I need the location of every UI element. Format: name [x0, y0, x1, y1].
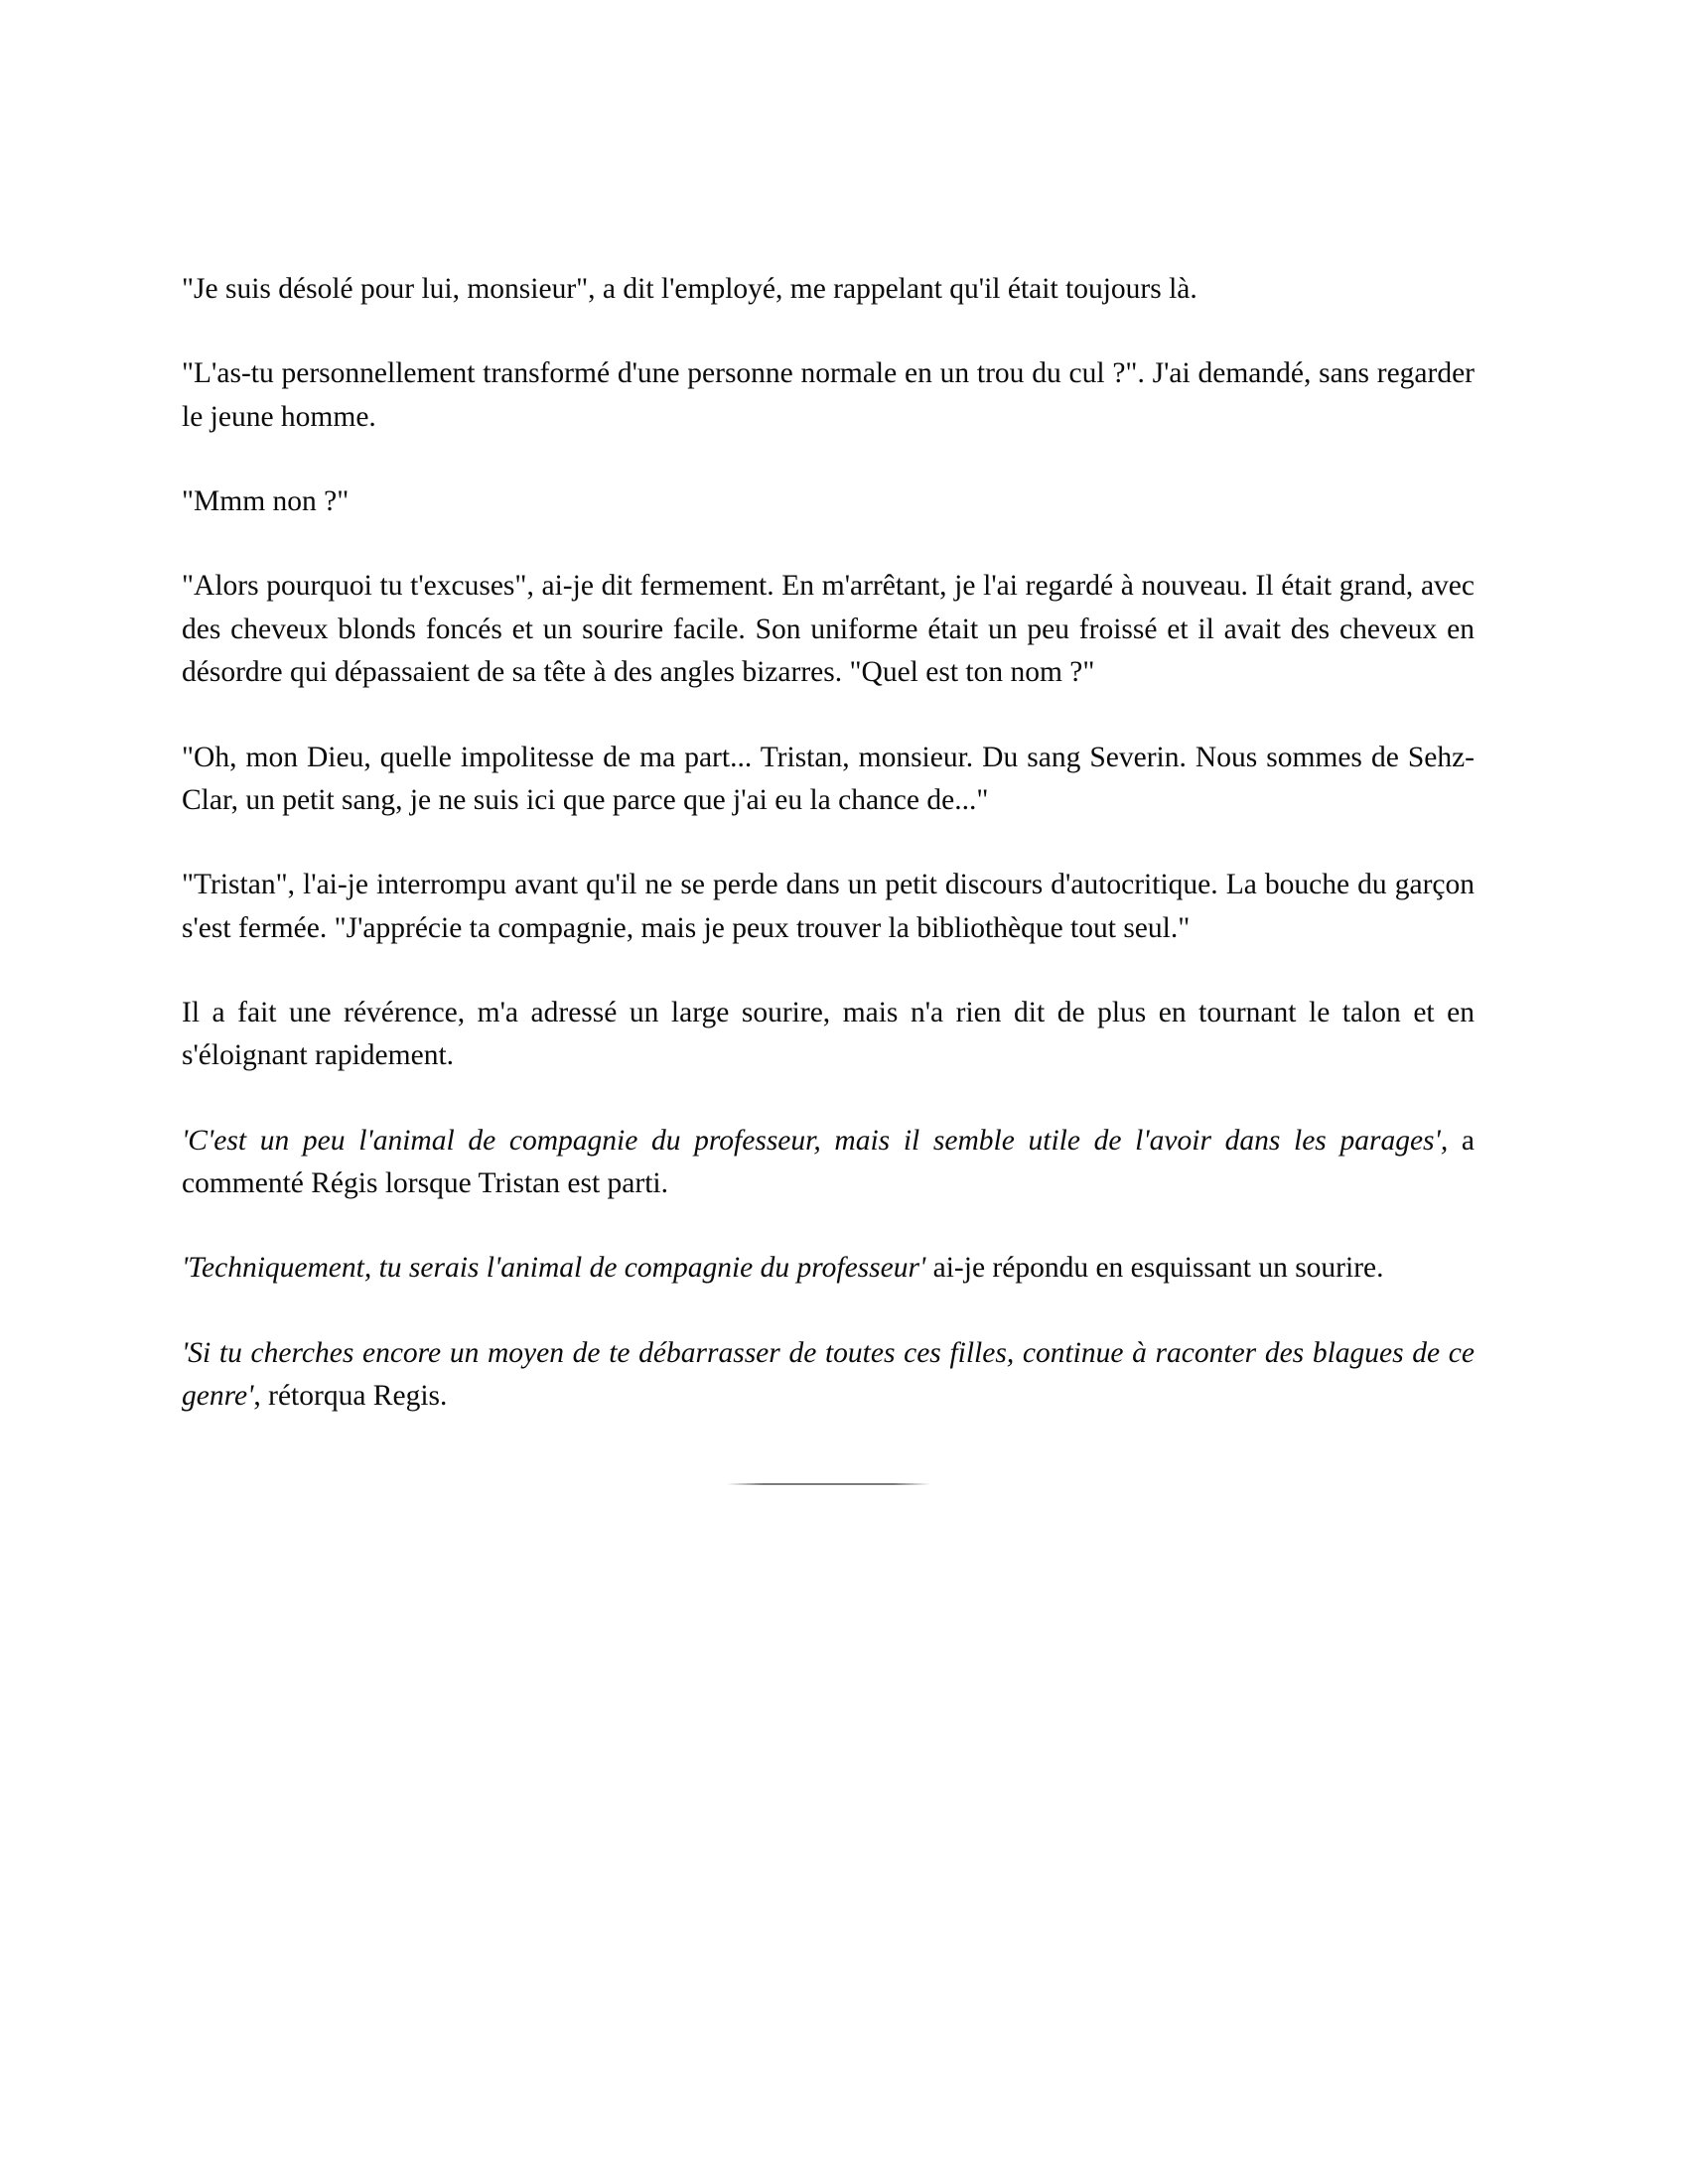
body-text: Il a fait une révérence, m'a adressé un large sourire, mais n'a rien dit de plus en tournant le talon et en s'éloignant rapidement.	[182, 996, 1475, 1072]
body-text: "Alors pourquoi tu t'excuses", ai-je dit fermement. En m'arrêtant, je l'ai regardé à nouveau. Il était grand, avec des cheveux blonds foncés et un sourire facile. Son uniforme était un peu froissé et il avait des cheveux en désordre qui dépassaient de sa tête à des angles bizarres. "Quel est ton nom ?"	[182, 570, 1475, 689]
paragraph	[182, 565, 1475, 694]
body-text: , rétorqua Regis.	[253, 1380, 448, 1413]
document-body	[182, 268, 1475, 1418]
body-text: "L'as-tu personnellement transformé d'une personne normale en un trou du cul ?". J'ai demandé, sans regarder le jeune homme.	[182, 357, 1475, 433]
body-text: a commenté Régis lorsque Tristan est parti.	[182, 1124, 1475, 1200]
body-text: "Je suis désolé pour lui, monsieur", a dit l'employé, me rappelant qu'il était toujours là.	[182, 273, 1197, 305]
body-text: "Oh, mon Dieu, quelle impolitesse de ma part... Tristan, monsieur. Du sang Severin. Nous sommes de Sehz-Clar, un petit sang, je ne suis ici que parce que j'ai eu la chance de..."	[182, 741, 1475, 816]
paragraph	[182, 1120, 1475, 1206]
section-divider	[727, 1483, 930, 1485]
emphasis-text: 'Techniquement, tu serais l'animal de compagnie du professeur'	[182, 1252, 933, 1285]
paragraph	[182, 352, 1475, 439]
emphasis-text: 'C'est un peu l'animal de compagnie du professeur, mais il semble utile de l'avoir dans les parages',	[182, 1124, 1462, 1157]
section-divider-wrap	[182, 1483, 1475, 1485]
paragraph	[182, 1332, 1475, 1419]
body-text: "Tristan", l'ai-je interrompu avant qu'il ne se perde dans un petit discours d'autocritique. La bouche du garçon s'est fermée. "J'apprécie ta compagnie, mais je peux trouver la bibliothèque tout seul."	[182, 869, 1475, 944]
paragraph	[182, 268, 1475, 311]
paragraph	[182, 737, 1475, 823]
body-text: ai-je répondu en esquissant un sourire.	[932, 1252, 1384, 1285]
paragraph	[182, 1247, 1475, 1290]
emphasis-text: 'Si tu cherches encore un moyen de te débarrasser de toutes ces filles, continue à raconter des blagues de ce genre'	[182, 1336, 1475, 1413]
body-text: "Mmm non ?"	[182, 485, 350, 518]
paragraph	[182, 992, 1475, 1078]
paragraph	[182, 864, 1475, 950]
paragraph	[182, 480, 1475, 523]
